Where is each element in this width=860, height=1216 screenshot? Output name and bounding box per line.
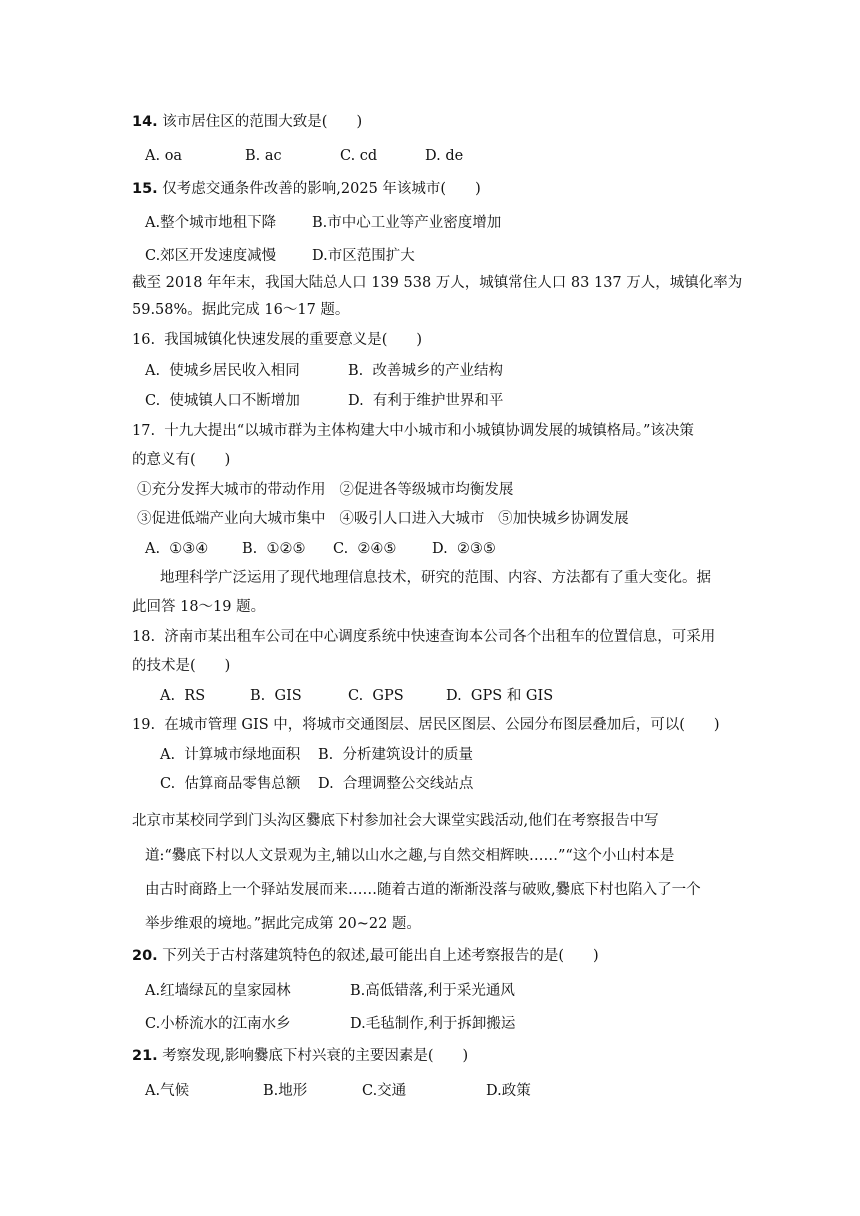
q20-option-a: A.红墙绿瓦的皇家园林: [145, 983, 291, 999]
q21-option-d: D.政策: [486, 1083, 531, 1099]
question-20-number: 20.: [132, 948, 158, 964]
q17-option-a: A. ①③④: [145, 541, 209, 557]
q14-option-b: B. ac: [245, 148, 282, 164]
q20-option-b: B.高低错落,利于采光通风: [350, 983, 515, 999]
question-17-stem-line-1: 17. 十九大提出“以城市群为主体构建大中小城市和小城镇协调发展的城镇格局。”该决策: [132, 423, 694, 439]
q16-option-b: B. 改善城乡的产业结构: [348, 363, 503, 379]
q19-option-b: B. 分析建筑设计的质量: [318, 747, 473, 763]
material-20-22-line-1: 北京市某校同学到门头沟区爨底下村参加社会大课堂实践活动,他们在考察报告中写: [132, 813, 659, 829]
q15-option-c: C.郊区开发速度减慢: [145, 248, 277, 264]
material-20-22-line-4: 举步维艰的境地。”据此完成第 20~22 题。: [145, 916, 421, 932]
q15-option-d: D.市区范围扩大: [312, 248, 415, 264]
q15-option-b: B.市中心工业等产业密度增加: [312, 215, 502, 231]
material-16-17-line-1: 截至 2018 年年末，我国大陆总人口 139 538 万人，城镇常住人口 83 137 万人，城镇化率为: [132, 275, 743, 291]
question-21-stem: [132, 1046, 468, 1066]
q20-option-d: D.毛毡制作,利于拆卸搬运: [350, 1016, 516, 1032]
q14-option-c: C. cd: [340, 148, 378, 164]
q19-option-a: A. 计算城市绿地面积: [160, 747, 301, 763]
q15-option-a: A.整个城市地租下降: [145, 215, 277, 231]
q16-option-a: A. 使城乡居民收入相同: [145, 363, 300, 379]
question-15-number: 15.: [132, 181, 158, 197]
material-20-22-line-3: 由古时商路上一个驿站发展而来……随着古道的渐渐没落与破败,爨底下村也陷入了一个: [145, 882, 701, 898]
question-21-number: 21.: [132, 1048, 158, 1064]
question-14-stem: [132, 112, 362, 132]
question-17-items-line-1: ①充分发挥大城市的带动作用 ②促进各等级城市均衡发展: [137, 482, 514, 498]
question-14-text: 该市居住区的范围大致是( ): [157, 114, 363, 130]
material-16-17-line-2: 59.58%。据此完成 16～17 题。: [132, 302, 350, 318]
q14-option-a: A. oa: [145, 148, 183, 164]
q18-option-c: C. GPS: [348, 688, 404, 704]
question-20-text: 下列关于古村落建筑特色的叙述,最可能出自上述考察报告的是( ): [157, 948, 599, 964]
question-19-stem: 19. 在城市管理 GIS 中，将城市交通图层、居民区图层、公园分布图层叠加后，可以( ): [132, 717, 720, 733]
question-15-text: 仅考虑交通条件改善的影响,2025 年该城市( ): [157, 181, 481, 197]
q17-option-b: B. ①②⑤: [242, 541, 306, 557]
question-16-stem: 16. 我国城镇化快速发展的重要意义是( ): [132, 332, 423, 348]
material-18-19-line-2: 此回答 18～19 题。: [132, 599, 266, 615]
question-21-text: 考察发现,影响爨底下村兴衰的主要因素是( ): [157, 1048, 469, 1064]
q21-option-a: A.气候: [145, 1083, 190, 1099]
question-17-items-line-2: ③促进低端产业向大城市集中 ④吸引人口进入大城市 ⑤加快城乡协调发展: [137, 511, 629, 527]
q18-option-a: A. RS: [160, 688, 206, 704]
q18-option-d: D. GPS 和 GIS: [446, 688, 554, 704]
question-18-stem-line-2: 的技术是( ): [132, 658, 231, 674]
question-18-stem-line-1: 18. 济南市某出租车公司在中心调度系统中快速查询本公司各个出租车的位置信息，可采用: [132, 629, 716, 645]
q21-option-b: B.地形: [263, 1083, 308, 1099]
q17-option-d: D. ②③⑤: [432, 541, 496, 557]
q19-option-d: D. 合理调整公交线站点: [318, 776, 474, 792]
q18-option-b: B. GIS: [250, 688, 302, 704]
q17-option-c: C. ②④⑤: [333, 541, 397, 557]
q14-option-d: D. de: [425, 148, 464, 164]
q16-option-c: C. 使城镇人口不断增加: [145, 393, 300, 409]
q19-option-c: C. 估算商品零售总额: [160, 776, 301, 792]
question-15-stem: [132, 179, 481, 199]
question-20-stem: [132, 946, 599, 966]
question-17-stem-line-2: 的意义有( ): [132, 452, 231, 468]
q16-option-d: D. 有利于维护世界和平: [348, 393, 504, 409]
question-14-number: 14.: [132, 114, 158, 130]
material-20-22-line-2: 道:“爨底下村以人文景观为主,辅以山水之趣,与自然交相辉映……”“这个小山村本是: [145, 848, 675, 864]
q21-option-c: C.交通: [362, 1083, 407, 1099]
q20-option-c: C.小桥流水的江南水乡: [145, 1016, 291, 1032]
material-18-19-line-1: 地理科学广泛运用了现代地理信息技术，研究的范围、内容、方法都有了重大变化。据: [160, 570, 711, 586]
